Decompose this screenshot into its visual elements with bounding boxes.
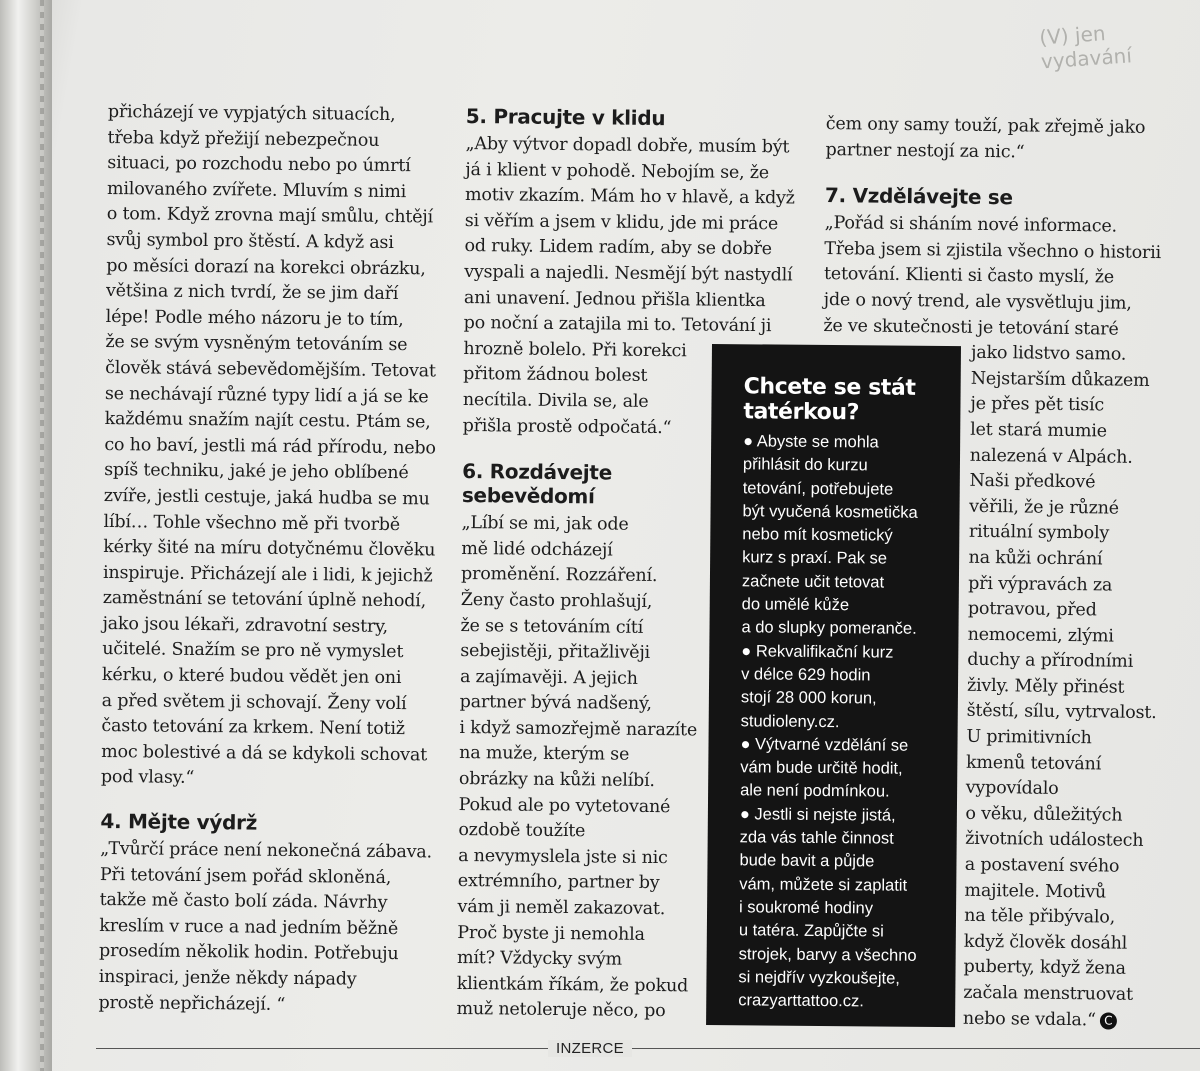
text-line: do umělé kůže	[741, 595, 850, 615]
text-line: muž netoleruje něco, po	[456, 999, 666, 1022]
text-line: kmenů tetování	[965, 752, 1102, 775]
text-line: inspiruje. Přicházejí ale i lidi, k jejichž	[102, 562, 433, 587]
sidebar-title-line-2: tatérkou?	[743, 399, 860, 426]
text-line: vám, můžete si zaplatit	[739, 874, 908, 895]
bleed-through-text: (V) jen vydavání	[1038, 21, 1133, 74]
text-line: rituální symboly	[968, 522, 1110, 544]
text-line: přitom žádnou bolest	[463, 364, 648, 387]
heading-section-6-line-2: sebevědomí	[461, 483, 595, 509]
text-line: od ruky. Lidem radím, aby se dobře	[464, 236, 772, 260]
text-line: puberty, když žena	[963, 957, 1126, 980]
text-line: Ženy často prohlašují,	[460, 589, 653, 612]
text-line: inspiraci, jenže někdy nápady	[98, 966, 357, 990]
text-line: se nechávají různé typy lidí a já se ke	[104, 383, 429, 407]
text-line: že ve skutečnosti je tetování staré	[823, 315, 1119, 340]
text-line: obrázky na kůži nelíbí.	[458, 769, 655, 792]
text-line: začala menstruovat	[963, 982, 1134, 1005]
text-line: být vyučená kosmetička	[742, 502, 918, 522]
text-line: na těle přibývalo,	[964, 905, 1116, 928]
text-line: člověk stává sebevědomějším. Tetovat	[105, 357, 436, 382]
text-line: Nejstarším důkazem	[970, 368, 1150, 391]
text-line: prosedím několik hodin. Potřebuju	[98, 941, 399, 965]
text-line: u tatéra. Zapůjčte si	[738, 921, 884, 941]
col1-body	[101, 100, 440, 794]
text-line: živly. Měly přinést	[966, 675, 1125, 698]
text-line: svůj symbol pro štěstí. A když asi	[106, 229, 394, 253]
footer-rule	[96, 1048, 1200, 1049]
text-line: jako jsou lékaři, zdravotní sestry,	[102, 613, 388, 637]
text-line: a zajímavěji. A jejich	[459, 666, 638, 689]
col3-intro	[825, 112, 1163, 167]
text-line: kreslím v ruce a nad jedním běžně	[99, 915, 399, 939]
text-line: i když samozřejmě narazíte	[459, 717, 698, 741]
text-line: nalezená v Alpách.	[969, 445, 1133, 468]
section-7-body	[823, 211, 1162, 343]
text-line: životních událostech	[965, 829, 1144, 852]
text-line: přihlásit do kurzu	[742, 455, 868, 475]
text-line: ale není podmínkou.	[740, 781, 890, 802]
text-line: hrozně bolelo. Při korekci	[463, 338, 687, 362]
text-line: milovaného zvířete. Mluvím s nimi	[106, 178, 407, 202]
text-line: sebejistěji, přitažlivěji	[460, 641, 651, 664]
text-line: duchy a přírodními	[967, 650, 1134, 673]
text-line: nebo se vdala.“ C	[815, 1005, 1153, 1035]
text-line: bude bavit a půjde	[739, 851, 875, 871]
heading-section-7: 7. Vzdělávejte se	[824, 183, 1013, 210]
text-line: nemocemi, zlými	[967, 624, 1114, 647]
text-line: čem ony samy touží, pak zřejmě jako	[825, 113, 1146, 138]
text-line: po noční a zatajila mi to. Tetování ji	[463, 313, 772, 337]
text-line: ● Výtvarné vzdělání se	[740, 735, 909, 755]
text-line: když člověk dosáhl	[963, 931, 1128, 954]
text-line: motiv zkazím. Mám ho v hlavě, a když	[464, 185, 795, 209]
text-line: o tom. Když zrovna mají smůlu, chtějí	[106, 204, 434, 228]
text-line: ● Jestli si nejste jistá,	[739, 805, 896, 825]
sidebar-box	[706, 344, 961, 1027]
text-line: spíš techniku, jaké je jeho oblíbené	[104, 460, 409, 484]
text-line: že se svým vysněným tetováním se	[105, 332, 408, 356]
text-line: si věřím a jsem v klidu, jde mi práce	[464, 210, 779, 235]
text-line: „Tvůrčí práce není nekonečná zábava.	[100, 838, 433, 863]
text-line: Proč byste ji nemohla	[457, 922, 645, 945]
text-line: let stará mumie	[970, 419, 1108, 442]
text-line: partner bývá nadšený,	[459, 692, 652, 715]
text-line: kérku, o které budou vědět jen oni	[101, 665, 402, 689]
text-line: co ho baví, jestli má rád přírodu, nebo	[104, 434, 436, 459]
text-line: Pokud ale po vytetované	[458, 794, 671, 817]
heading-section-6-line-1: 6. Rozdávejte	[462, 459, 613, 485]
text-line: většina z nich tvrdí, že se jim daří	[105, 281, 399, 305]
text-line: ani unavení. Jednou přišla klientka	[463, 287, 766, 311]
text-line: po měsíci dorazí na korekci obrázku,	[106, 255, 426, 279]
text-line: extrémního, partner by	[457, 871, 660, 894]
text-line: Při tetování jsem pořád skloněná,	[99, 864, 392, 888]
page-binding	[0, 0, 52, 1071]
text-line: si nejdřív vyzkoušejte,	[738, 968, 900, 988]
text-line: přicházejí ve vypjatých situacích,	[107, 101, 396, 126]
text-line: vám bude určitě hodit,	[740, 758, 903, 778]
text-line: při výpravách za	[968, 573, 1113, 596]
text-line: že se s tetováním cítí	[460, 615, 644, 638]
heading-section-5: 5. Pracujte v klidu	[465, 104, 666, 131]
text-line: partner nestojí za nic.“	[825, 139, 1025, 163]
text-line: prostě nepřicházejí. “	[98, 992, 286, 1015]
text-line: moc bolestivé a dá se kdykoli schovat	[101, 741, 428, 766]
text-line: Naši předkové	[969, 470, 1096, 493]
text-line: situaci, po rozchodu nebo po úmrtí	[107, 153, 411, 177]
text-line: vám ji neměl zakazovat.	[457, 896, 666, 920]
text-line: stojí 28 000 korun,	[740, 688, 877, 708]
text-line: „Pořád si sháním nové informace.	[824, 213, 1118, 237]
text-line: na kůži ochrání	[968, 547, 1103, 570]
text-line: crazyarttattoo.cz.	[738, 991, 864, 1011]
text-line: v délce 629 hodin	[741, 665, 871, 685]
text-line: lépe! Podle mého názoru je to tím,	[105, 306, 404, 330]
column-1	[98, 100, 440, 1020]
text-line: ● Abyste se mohla	[743, 432, 879, 452]
text-line: často tetování za krkem. Není totiž	[101, 716, 405, 740]
text-line: já i klient v pohodě. Nebojím se, že	[465, 159, 770, 183]
text-line: klientkám říkám, že pokud	[456, 973, 689, 997]
text-line: necítila. Divila se, ale	[462, 389, 649, 412]
text-line: vyspali a najedli. Nesmějí být nastydlí	[464, 261, 793, 286]
text-line: ozdobě toužíte	[458, 820, 586, 842]
text-line: tetování, potřebujete	[742, 478, 894, 499]
text-line: zaměstnání se tetování úplně nehodí,	[102, 588, 427, 612]
text-line: každému snažím najít cestu. Ptám se,	[104, 409, 431, 433]
text-line: a postavení svého	[964, 854, 1120, 877]
text-line: kurz s praxí. Pak se	[742, 548, 888, 569]
text-line: zvíře, jestli cestuje, jaká hudba se mu	[103, 485, 430, 510]
text-line: učitelé. Snažím se pro ně vymyslet	[102, 639, 404, 663]
text-line: potravou, před	[967, 598, 1097, 621]
text-line: nebo mít kosmetický	[742, 525, 893, 545]
heading-section-4: 4. Mějte výdrž	[100, 808, 258, 835]
text-line: ● Rekvalifikační kurz	[741, 641, 894, 662]
text-line: „Aby výtvor dopadl dobře, musím být	[465, 133, 790, 158]
sidebar-title-line-1: Chcete se stát	[743, 374, 916, 401]
text-line: vypovídalo	[965, 778, 1059, 800]
text-line: pod vlasy.“	[100, 767, 195, 789]
page-binding-edge	[40, 0, 44, 1071]
text-line: na muže, kterým se	[459, 743, 630, 766]
text-line: a do slupky pomeranče.	[741, 618, 917, 639]
text-line: třeba když přežijí nebezpečnou	[107, 127, 380, 151]
text-line: přišla prostě odpočatá.“	[462, 415, 672, 438]
text-line: mít? Vždycky svým	[456, 948, 623, 970]
text-line: mě lidé odcházejí	[461, 538, 613, 561]
text-line: U primitivních	[966, 726, 1092, 749]
text-line: je přes pět tisíc	[970, 394, 1105, 416]
text-line: studioleny.cz.	[740, 711, 840, 731]
text-line: „Líbí se mi, jak ode	[461, 513, 629, 535]
text-line: majitele. Motivů	[964, 880, 1107, 903]
text-line: štěstí, sílu, vytrvalost.	[966, 701, 1157, 724]
section-4-body	[98, 837, 432, 1020]
text-line: tetování. Klienti si často myslí, že	[823, 264, 1115, 288]
text-line: proměnění. Rozzáření.	[460, 564, 658, 587]
text-line: takže mě často bolí záda. Návrhy	[99, 890, 388, 914]
text-line: o věku, důležitých	[965, 803, 1123, 826]
text-line: líbí… Tohle všechno mě při tvorbě	[103, 511, 401, 535]
text-line: jde o nový trend, ale vysvětluju jim,	[823, 289, 1132, 314]
text-line: začnete učit tetovat	[741, 572, 885, 592]
article-end-mark: C	[1100, 1012, 1117, 1029]
text-line: jako lidstvo samo.	[970, 342, 1127, 365]
text-line: a nevymyslela jste si nic	[458, 845, 668, 868]
footer-label: INZERCE	[548, 1040, 632, 1057]
text-line: zda vás tahle činnost	[739, 828, 894, 848]
text-line: a před světem ji schovají. Ženy volí	[101, 690, 407, 714]
text-line: i soukromé hodiny	[739, 898, 874, 918]
text-line: kérky šité na míru dotyčnému člověku	[103, 537, 436, 561]
sidebar-title	[743, 374, 921, 426]
text-line: věřili, že je různé	[969, 496, 1120, 519]
text-line: Třeba jsem si zjistila všechno o historii	[824, 238, 1162, 263]
text-line: strojek, barvy a všechno	[738, 944, 917, 965]
sidebar-body	[738, 430, 921, 1014]
